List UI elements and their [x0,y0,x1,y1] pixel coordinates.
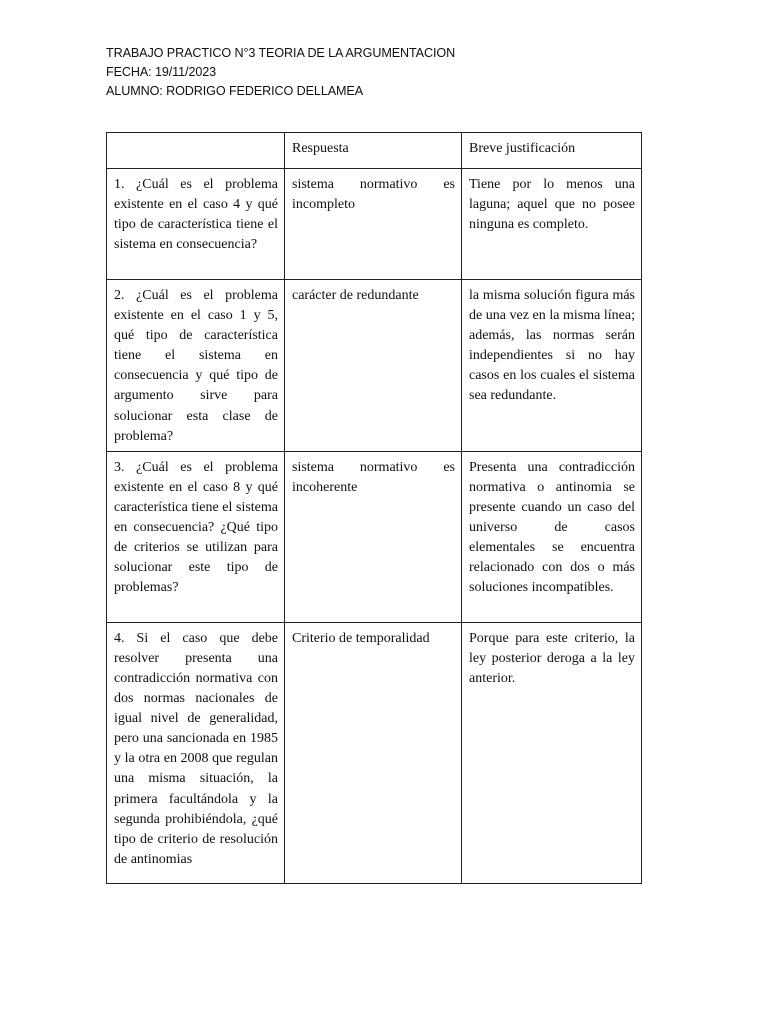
column-header-answer: Respuesta [285,133,462,169]
answer-cell: sistema normativo es incoherente [285,451,462,622]
questions-table [106,132,642,884]
answer-cell: sistema normativo es incompleto [285,169,462,280]
table-row [107,622,642,883]
question-cell: 4. Si el caso que debe resolver presenta una contradicción normativa con dos normas nacionales de igual nivel de generalidad, pero una sancionada en 1985 y la otra en 2008 que regulan una misma situación, la primera facultándola y la segunda prohibiéndola, ¿qué tipo de criterio de resolución de antinomias [114,630,278,867]
table-row [107,169,642,280]
question-cell: 1. ¿Cuál es el problema existente en el caso 4 y qué tipo de característica tiene el sistema en consecuencia? [107,169,285,280]
column-header-question [107,133,285,169]
answer-cell: Criterio de temporalidad [285,622,462,883]
table-row [107,280,642,452]
answer-cell: carácter de redundante [285,280,462,452]
column-header-justification: Breve justificación [462,133,642,169]
justification-cell: la misma solución figura más de una vez en la misma línea; además, las normas serán independientes si no hay casos en los cuales el sistema sea redundante. [462,280,642,452]
document-date: FECHA: 19/11/2023 [106,65,217,79]
document-header [106,44,455,101]
question-cell-wrapper [107,622,285,883]
table-row [107,451,642,622]
justification-cell: Presenta una contradicción normativa o antinomia se presente cuando un caso del universo de casos elementales se encuentra relacionado con dos o más soluciones incompatibles. [462,451,642,622]
question-cell: 2. ¿Cuál es el problema existente en el caso 1 y 5, qué tipo de característica tiene el sistema en consecuencia y qué tipo de argumento sirve para solucionar esta clase de problema? [107,280,285,452]
question-cell: 3. ¿Cuál es el problema existente en el caso 8 y qué característica tiene el sistema en consecuencia? ¿Qué tipo de criterios se utilizan para solucionar este tipo de problemas? [107,451,285,622]
justification-cell: Tiene por lo menos una laguna; aquel que no posee ninguna es completo. [462,169,642,280]
justification-cell: Porque para este criterio, la ley posterior deroga a la ley anterior. [462,622,642,883]
document-title: TRABAJO PRACTICO N°3 TEORIA DE LA ARGUMENTACION [106,46,456,60]
table-header-row [107,133,642,169]
student-name: ALUMNO: RODRIGO FEDERICO DELLAMEA [106,84,364,98]
